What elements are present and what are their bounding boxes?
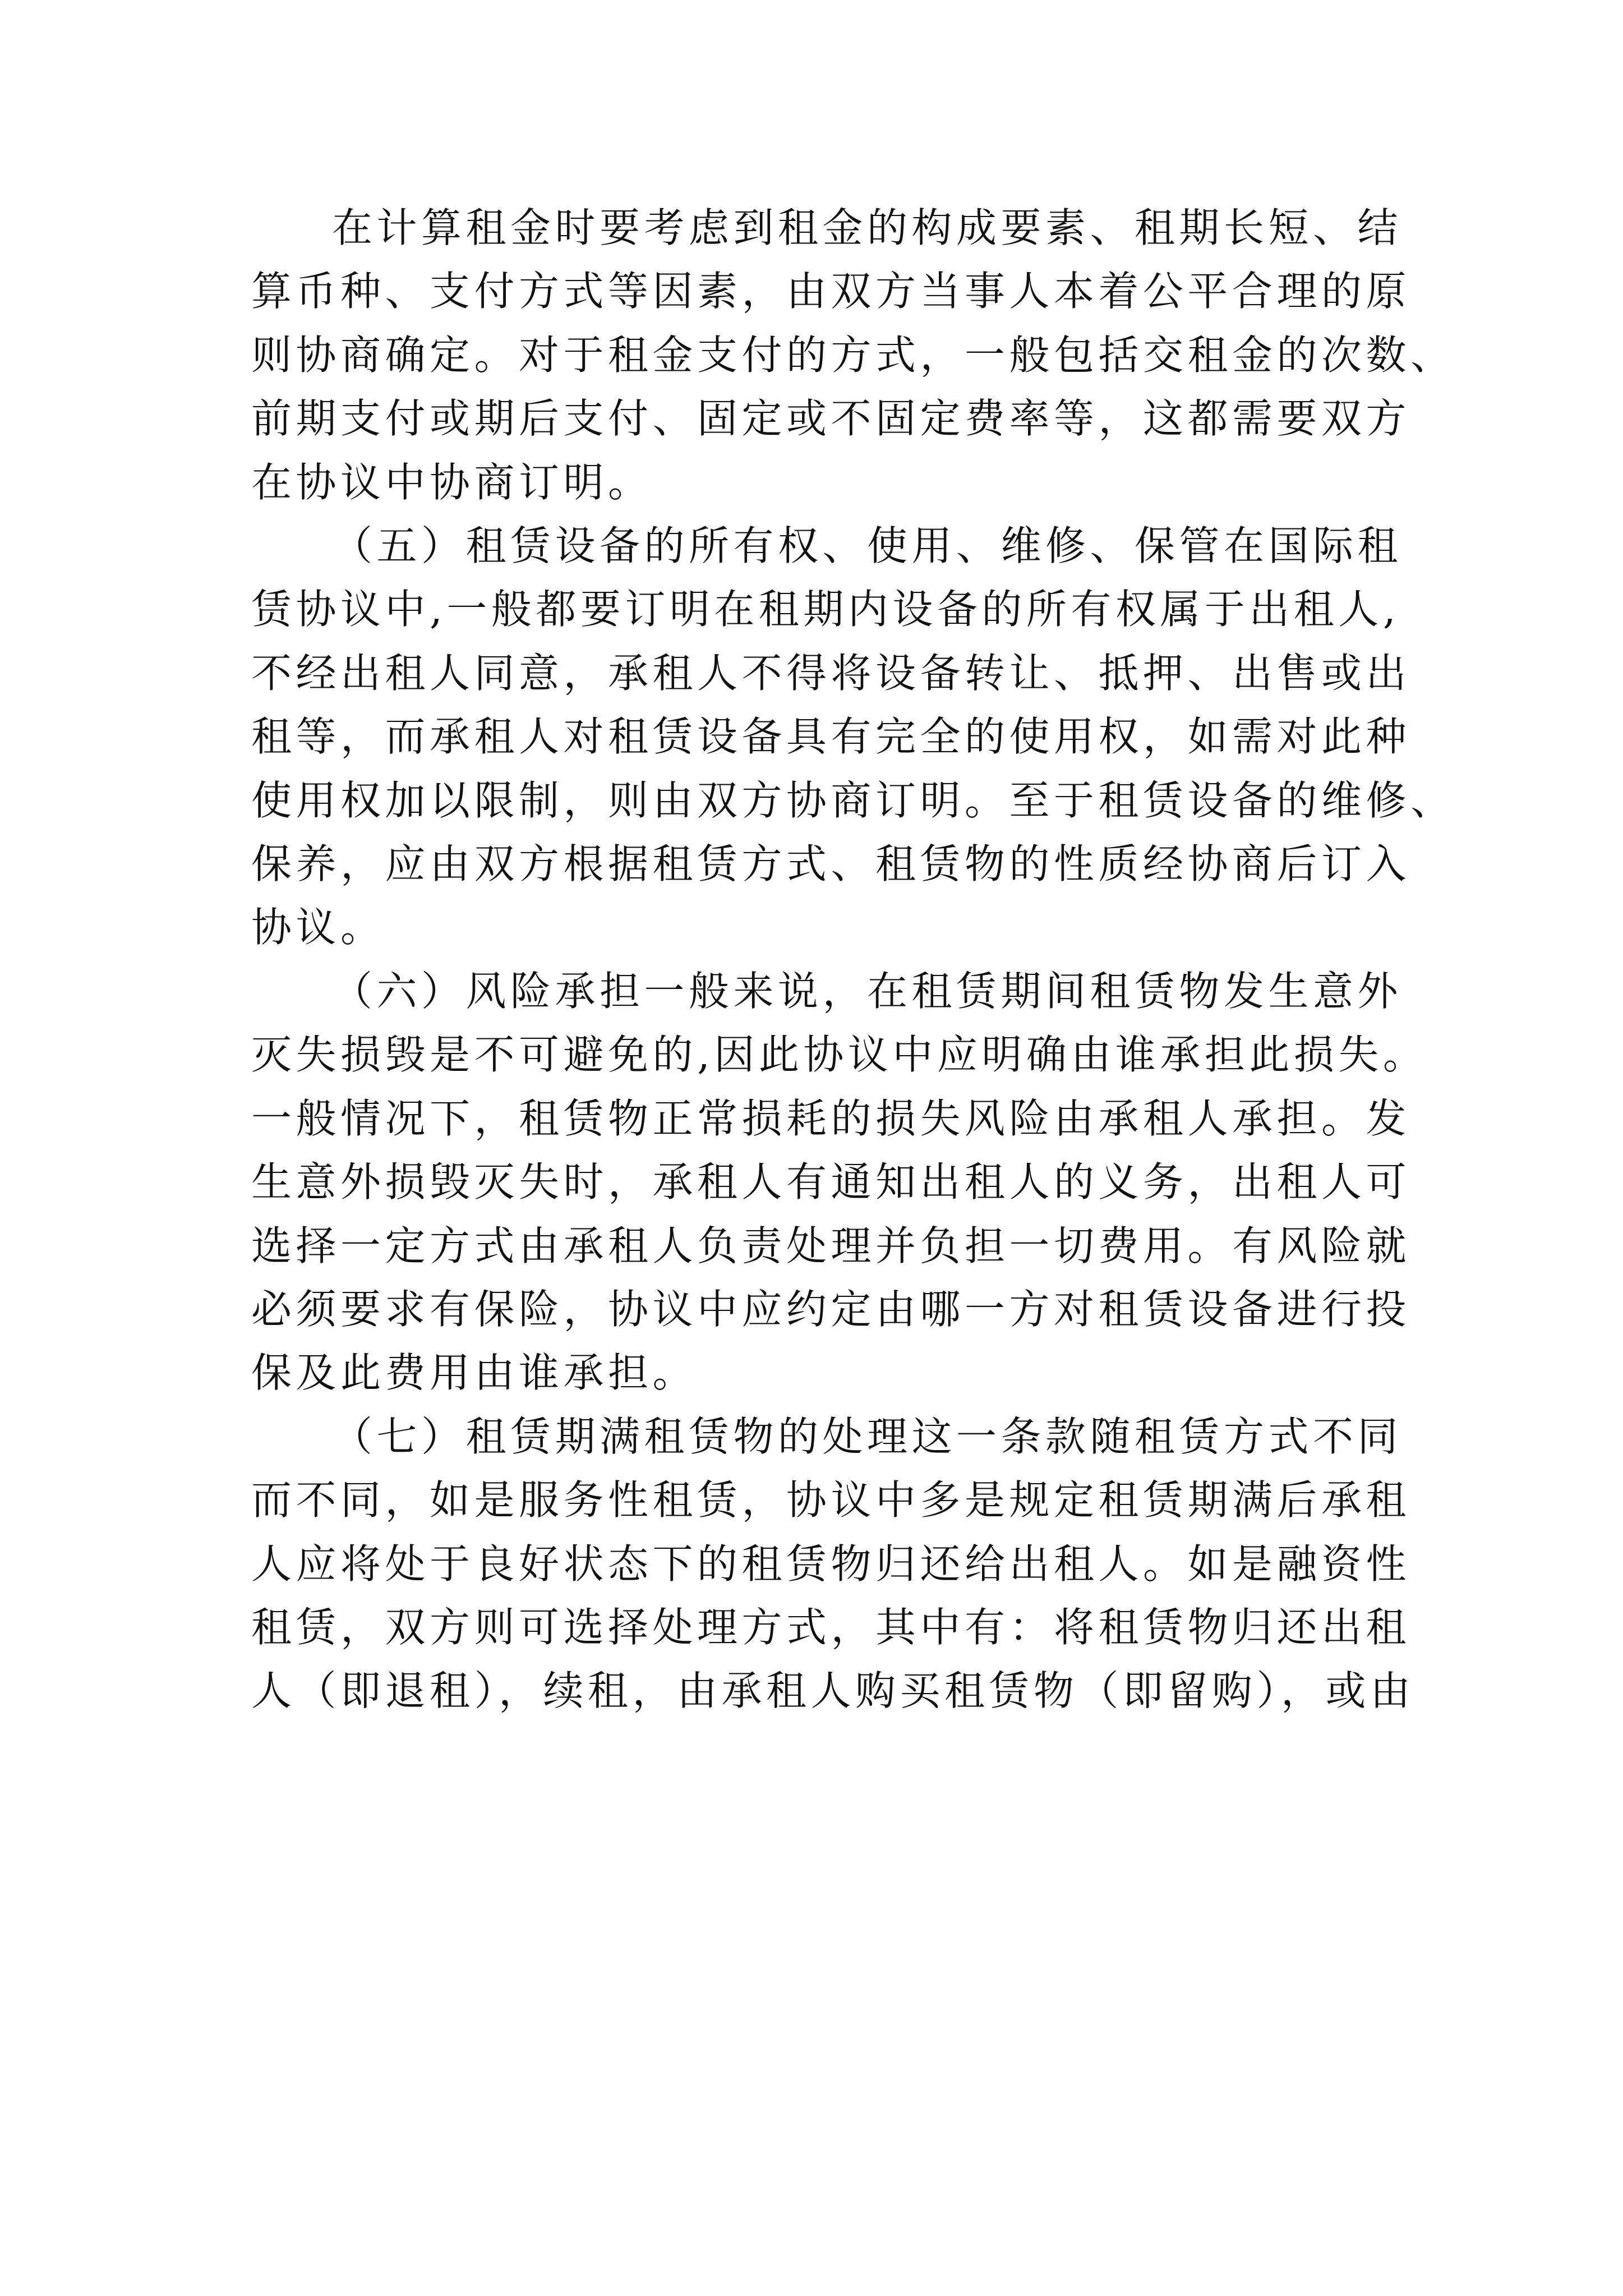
text-line: 而不同，如是服务性租赁，协议中多是规定租赁期满后承租 <box>251 1476 1411 1524</box>
text-line: 生意外损毁灭失时，承租人有通知出租人的义务，出租人可 <box>251 1158 1411 1206</box>
text-line: 在协议中协商订明。 <box>251 458 653 506</box>
text-line: 则协商确定。对于租金支付的方式，一般包括交租金的次数、 <box>251 331 1455 379</box>
text-line: 前期支付或期后支付、固定或不固定费率等，这都需要双方 <box>251 395 1411 443</box>
text-line: 不经出租人同意，承租人不得将设备转让、抵押、出售或出 <box>251 649 1411 697</box>
text-line: 在计算租金时要考虑到租金的构成要素、租期长短、结 <box>332 204 1403 251</box>
paragraph-lease-expiry-handling <box>251 1405 1415 1723</box>
text-line: 租等，而承租人对租赁设备具有完全的使用权，如需对此种 <box>251 713 1411 761</box>
text-line: 协议。 <box>251 904 385 951</box>
text-line: 保养，应由双方根据租赁方式、租赁物的性质经协商后订入 <box>251 840 1411 888</box>
paragraph-rent-calculation <box>251 196 1455 514</box>
paragraph-risk-bearing <box>251 960 1428 1405</box>
text-line: 使用权加以限制，则由双方协商订明。至于租赁设备的维修、 <box>251 776 1455 824</box>
text-line: 必须要求有保险，协议中应约定由哪一方对租赁设备进行投 <box>251 1285 1411 1333</box>
text-line: 算币种、支付方式等因素，由双方当事人本着公平合理的原 <box>251 268 1411 315</box>
paragraph-ownership-use-maintenance <box>251 514 1455 960</box>
text-line: 租赁，双方则可选择处理方式，其中有：将租赁物归还出租 <box>251 1603 1411 1651</box>
text-line: 保及此费用由谁承担。 <box>251 1349 698 1397</box>
document-body <box>251 196 1455 1723</box>
text-line: 选择一定方式由承租人负责处理并负担一切费用。有风险就 <box>251 1222 1411 1269</box>
text-line: 人（即退租），续租，由承租人购买租赁物（即留购），或由 <box>251 1667 1415 1715</box>
text-line: 人应将处于良好状态下的租赁物归还给出租人。如是融资性 <box>251 1540 1411 1588</box>
text-line: 赁协议中,一般都要订明在租期内设备的所有权属于出租人, <box>251 586 1400 633</box>
text-line: （五）租赁设备的所有权、使用、维修、保管在国际租 <box>332 522 1403 570</box>
text-line: 灭失损毁是不可避免的,因此协议中应明确由谁承担此损失。 <box>251 1031 1428 1079</box>
text-line: （七）租赁期满租赁物的处理这一条款随租赁方式不同 <box>332 1412 1403 1460</box>
text-line: 一般情况下，租赁物正常损耗的损失风险由承租人承担。发 <box>251 1094 1411 1142</box>
text-line: （六）风险承担一般来说，在租赁期间租赁物发生意外 <box>332 967 1403 1015</box>
